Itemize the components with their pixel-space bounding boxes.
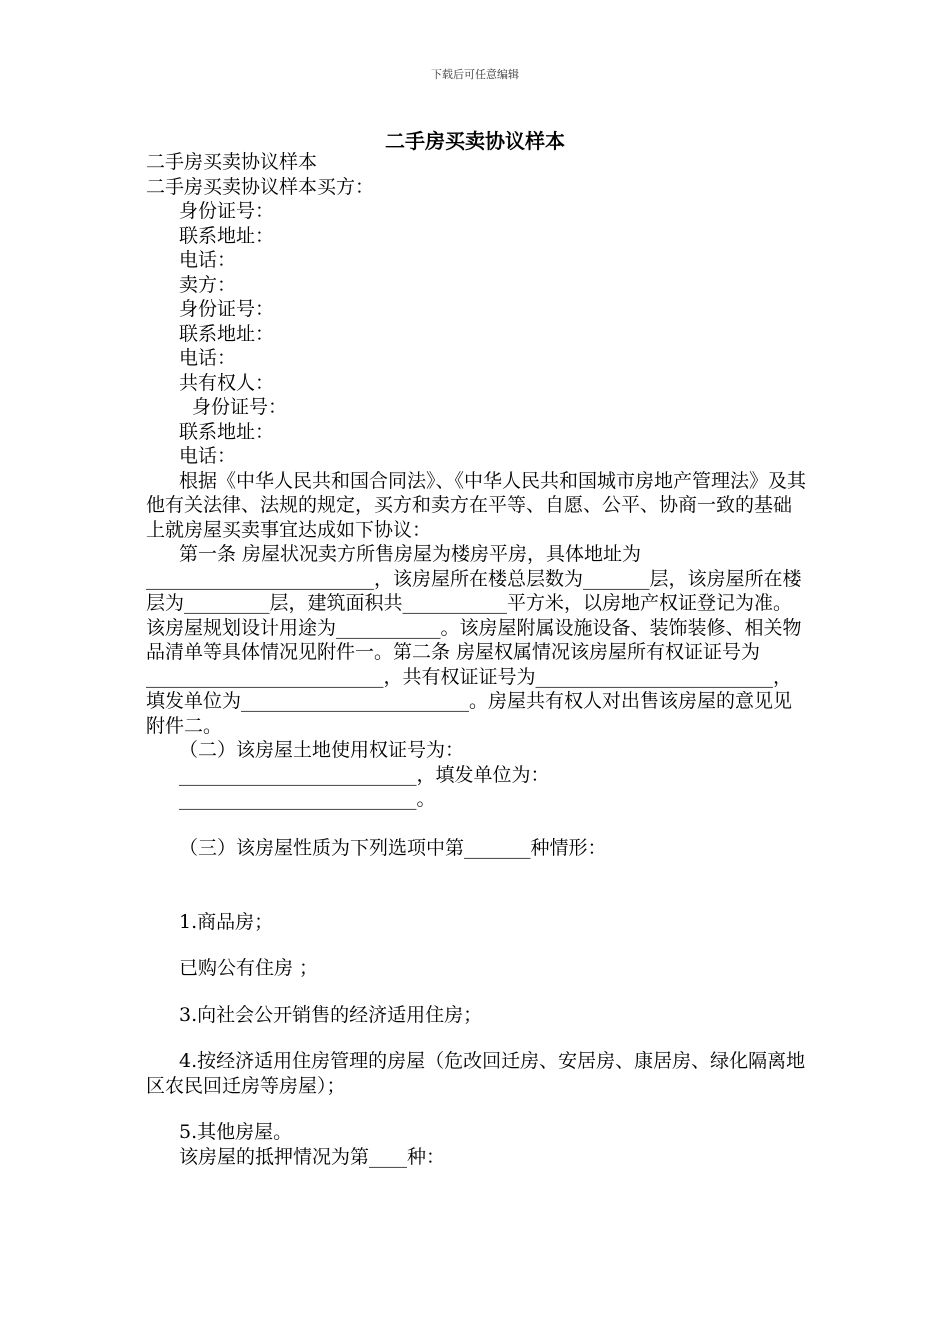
option-3: 3.向社会公开销售的经济适用住房； (179, 1003, 483, 1026)
land-cert-blank-line: _________________________，填发单位为： (179, 763, 550, 786)
option-2: 已购公有住房 ； (179, 957, 319, 979)
coowner-phone-field: 电话： (179, 445, 237, 467)
header-note: 下载后可任意编辑 (431, 68, 519, 81)
option-4: 4.按经济适用住房管理的房屋（危改回迁房、安居房、康居房、绿化隔离地区农民回迁房等房屋）； (146, 1050, 806, 1097)
coowner-id-field: 身份证号： (192, 396, 288, 418)
option-5: 5.其他房屋。 (179, 1121, 293, 1143)
subtitle-line: 二手房买卖协议样本 (146, 151, 318, 173)
mortgage-line: 该房屋的抵押情况为第____种： (179, 1145, 446, 1168)
seller-id-field: 身份证号： (179, 298, 275, 320)
seller-heading: 卖方： (179, 273, 237, 296)
article-one-paragraph: 第一条 房屋状况卖方所售房屋为楼房平房，具体地址为________________________，该房屋所在楼总层数为_______层，该房屋所在楼层为_________层，建筑面积共___________平方米，以房地产权证登记为准。该房屋规划设计用途为___________。该房屋附属设施设备、装饰装修、相关物品清单等具体情况见附件一。第二条 房屋权属情况该房屋所有权证证号为_________________________，共有权证证号为_________________________，填发单位为________________________。房屋共有权人对出售该房屋的意见见附件二。 (146, 543, 802, 737)
buyer-id-field: 身份证号： (179, 200, 275, 222)
document-body (146, 150, 806, 1169)
seller-phone-field: 电话： (179, 347, 237, 369)
land-cert-end-line: _________________________。 (179, 788, 436, 810)
buyer-phone-field: 电话： (179, 249, 237, 271)
buyer-address-field: 联系地址： (179, 224, 275, 247)
coowner-address-field: 联系地址： (179, 420, 275, 443)
house-nature-line: （三）该房屋性质为下列选项中第_______种情形： (179, 837, 607, 859)
coowner-heading: 共有权人： (179, 371, 275, 394)
land-cert-line: （二）该房屋土地使用权证号为： (179, 739, 465, 761)
buyer-heading: 二手房买卖协议样本买方： (146, 175, 375, 198)
option-1: 1.商品房； (179, 910, 274, 933)
legal-basis-paragraph: 根据《中华人民共和国合同法》、《中华人民共和国城市房地产管理法》及其他有关法律、法规的规定，买方和卖方在平等、自愿、公平、协商一致的基础上就房屋买卖事宜达成如下协议： (146, 469, 807, 541)
document-title: 二手房买卖协议样本 (385, 129, 565, 153)
seller-address-field: 联系地址： (179, 322, 275, 345)
